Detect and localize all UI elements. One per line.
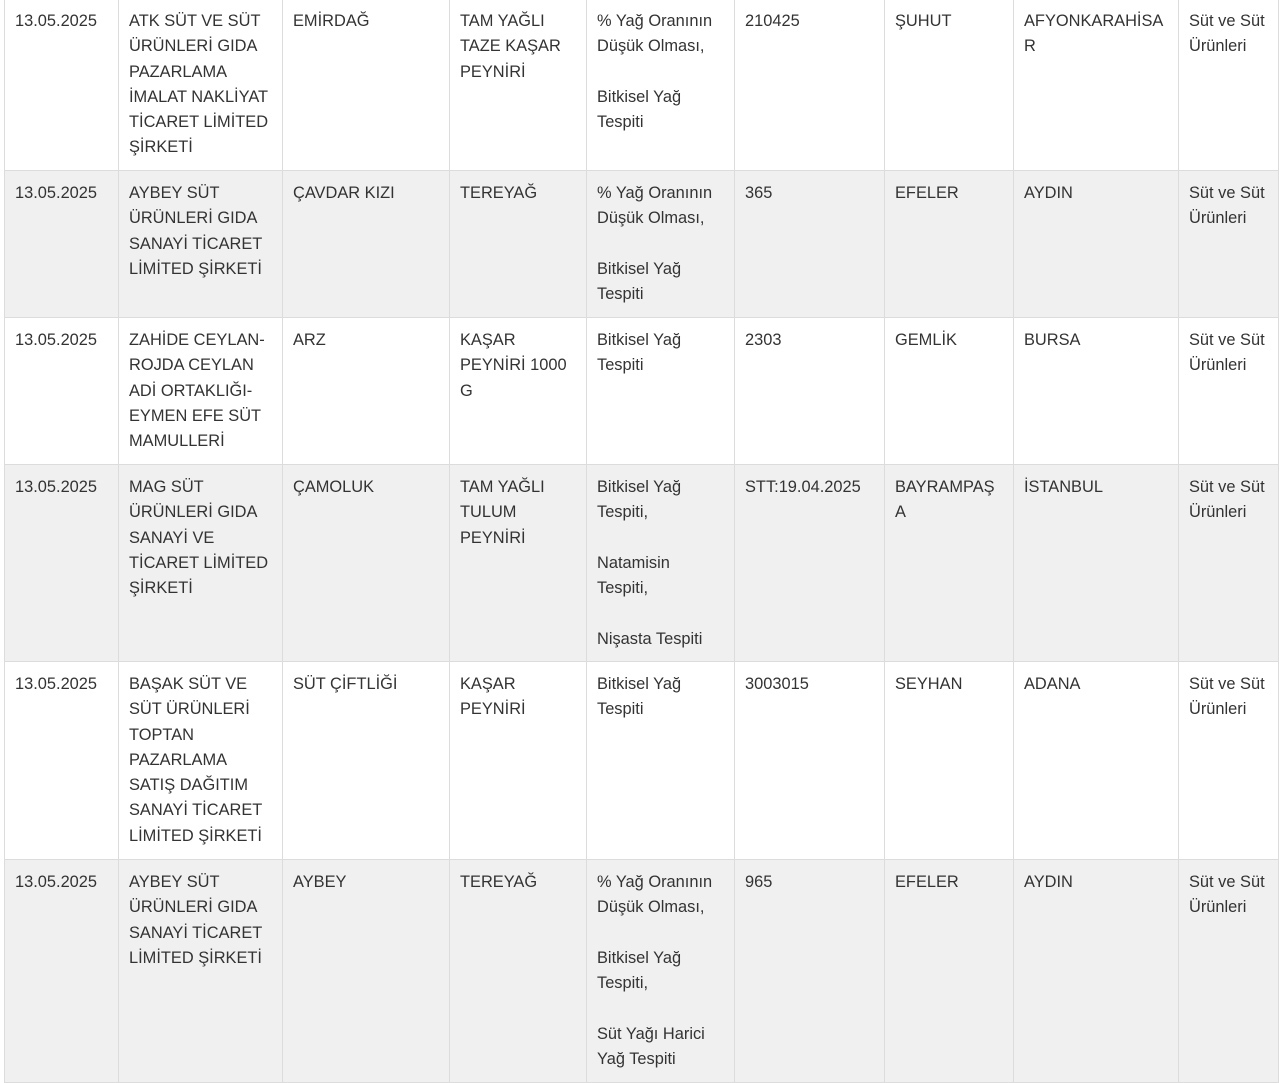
cell-line: PEYNİRİ bbox=[460, 62, 526, 81]
cell-line: TAM YAĞLI bbox=[460, 12, 545, 30]
cell-line: TİCARET LİMİTED bbox=[129, 113, 269, 132]
cell-line: TİCARET LİMİTED bbox=[129, 553, 269, 572]
cell-line: Ürünleri bbox=[1189, 898, 1247, 917]
lot-cell: 365 bbox=[735, 171, 885, 318]
district-cell: EFELER bbox=[885, 860, 1014, 1083]
district-cell: ŞUHUT bbox=[885, 0, 1014, 171]
cell-line: Bitkisel Yağ bbox=[597, 87, 682, 106]
cell-line: AYBEY bbox=[293, 873, 347, 891]
date-cell: 13.05.2025 bbox=[5, 171, 119, 318]
paragraph-gap bbox=[597, 601, 725, 626]
cell-line: SANAYİ TİCARET bbox=[129, 234, 263, 253]
cell-line: PEYNİRİ bbox=[460, 700, 526, 719]
cell-line: Düşük Olması, bbox=[597, 209, 705, 228]
date-cell: 13.05.2025 bbox=[5, 465, 119, 662]
cell-line: Bitkisel Yağ bbox=[597, 478, 682, 496]
group-cell bbox=[1179, 0, 1279, 171]
company-cell bbox=[119, 465, 283, 662]
cell-line: KAŞAR bbox=[460, 675, 516, 693]
issue-cell bbox=[587, 171, 735, 318]
cell-line: Ürünleri bbox=[1189, 37, 1247, 56]
cell-line: TEREYAĞ bbox=[460, 184, 538, 202]
cell-line: SANAYİ VE bbox=[129, 528, 215, 547]
cell-line: Süt Yağı Harici bbox=[597, 1024, 705, 1043]
cell-line: TEREYAĞ bbox=[460, 873, 538, 891]
issue-cell bbox=[587, 318, 735, 465]
cell-line: SANAYİ TİCARET bbox=[129, 801, 263, 820]
cell-line: ADİ ORTAKLIĞI- bbox=[129, 381, 253, 400]
province-cell: AYDIN bbox=[1014, 171, 1179, 318]
district-cell: BAYRAMPAŞA bbox=[885, 465, 1014, 662]
paragraph-gap bbox=[597, 60, 725, 85]
lot-cell: 2303 bbox=[735, 318, 885, 465]
cell-line: SANAYİ TİCARET bbox=[129, 923, 263, 942]
cell-line: Düşük Olması, bbox=[597, 898, 705, 917]
cell-line: ÜRÜNLERİ GIDA bbox=[129, 898, 258, 917]
cell-line: ROJDA CEYLAN bbox=[129, 356, 254, 375]
brand-cell bbox=[283, 662, 450, 860]
company-cell bbox=[119, 171, 283, 318]
cell-line: Düşük Olması, bbox=[597, 37, 705, 56]
cell-line: Tespiti bbox=[597, 700, 644, 719]
cell-line: Tespiti bbox=[597, 285, 644, 304]
group-cell bbox=[1179, 662, 1279, 860]
province-cell: İSTANBUL bbox=[1014, 465, 1179, 662]
table-row bbox=[5, 171, 1279, 318]
cell-line: Yağ Tespiti bbox=[597, 1050, 676, 1069]
paragraph-gap bbox=[597, 996, 725, 1021]
cell-line: ARZ bbox=[293, 331, 326, 349]
lot-cell: STT:19.04.2025 bbox=[735, 465, 885, 662]
cell-line: Tespiti, bbox=[597, 503, 649, 522]
cell-line: TOPTAN bbox=[129, 725, 194, 744]
lot-cell: 965 bbox=[735, 860, 885, 1083]
cell-line: LİMİTED ŞİRKETİ bbox=[129, 948, 262, 967]
cell-line: Ürünleri bbox=[1189, 700, 1247, 719]
table-body bbox=[5, 0, 1279, 1083]
issue-cell bbox=[587, 0, 735, 171]
date-cell: 13.05.2025 bbox=[5, 860, 119, 1083]
cell-line: MAMULLERİ bbox=[129, 432, 225, 451]
cell-line: EMİRDAĞ bbox=[293, 12, 370, 30]
cell-line: ZAHİDE CEYLAN- bbox=[129, 331, 265, 349]
cell-line: PEYNİRİ 1000 bbox=[460, 356, 567, 375]
brand-cell bbox=[283, 171, 450, 318]
cell-line: % Yağ Oranının bbox=[597, 873, 713, 891]
cell-line: SÜT ÜRÜNLERİ bbox=[129, 700, 250, 719]
cell-line: BAŞAK SÜT VE bbox=[129, 675, 248, 693]
issue-cell bbox=[587, 860, 735, 1083]
company-cell bbox=[119, 662, 283, 860]
cell-line: LİMİTED ŞİRKETİ bbox=[129, 259, 262, 278]
cell-line: Ürünleri bbox=[1189, 356, 1247, 375]
inspection-table bbox=[4, 0, 1279, 1083]
province-cell: AYDIN bbox=[1014, 860, 1179, 1083]
province-cell: BURSA bbox=[1014, 318, 1179, 465]
cell-line: Natamisin bbox=[597, 553, 670, 572]
group-cell bbox=[1179, 171, 1279, 318]
cell-line: ÜRÜNLERİ GIDA bbox=[129, 209, 258, 228]
product-cell bbox=[450, 860, 587, 1083]
product-cell bbox=[450, 171, 587, 318]
cell-line: AYBEY SÜT bbox=[129, 184, 220, 202]
district-cell: EFELER bbox=[885, 171, 1014, 318]
product-cell bbox=[450, 465, 587, 662]
cell-line: TAZE KAŞAR bbox=[460, 37, 561, 56]
cell-line: Bitkisel Yağ bbox=[597, 948, 682, 967]
cell-line: ÇAMOLUK bbox=[293, 478, 375, 496]
cell-line: Tespiti bbox=[597, 113, 644, 132]
cell-line: G bbox=[460, 381, 473, 400]
cell-line: Bitkisel Yağ bbox=[597, 331, 682, 349]
cell-line: ÇAVDAR KIZI bbox=[293, 184, 395, 202]
cell-line: AYBEY SÜT bbox=[129, 873, 220, 891]
cell-line: TAM YAĞLI bbox=[460, 478, 545, 496]
cell-line: Süt ve Süt bbox=[1189, 478, 1265, 496]
cell-line: Tespiti, bbox=[597, 579, 649, 598]
paragraph-gap bbox=[597, 526, 725, 551]
cell-line: Bitkisel Yağ bbox=[597, 675, 682, 693]
cell-line: ŞİRKETİ bbox=[129, 579, 193, 598]
cell-line: MAG SÜT bbox=[129, 478, 204, 496]
cell-line: Tespiti, bbox=[597, 974, 649, 993]
issue-cell bbox=[587, 465, 735, 662]
brand-cell bbox=[283, 318, 450, 465]
cell-line: Ürünleri bbox=[1189, 503, 1247, 522]
cell-line: % Yağ Oranının bbox=[597, 184, 713, 202]
group-cell bbox=[1179, 860, 1279, 1083]
district-cell: GEMLİK bbox=[885, 318, 1014, 465]
province-cell: AFYONKARAHİSAR bbox=[1014, 0, 1179, 171]
cell-line: Süt ve Süt bbox=[1189, 184, 1265, 202]
cell-line: Süt ve Süt bbox=[1189, 12, 1265, 30]
product-cell bbox=[450, 662, 587, 860]
cell-line: EYMEN EFE SÜT bbox=[129, 406, 262, 425]
group-cell bbox=[1179, 465, 1279, 662]
company-cell bbox=[119, 318, 283, 465]
cell-line: PEYNİRİ bbox=[460, 528, 526, 547]
cell-line: % Yağ Oranının bbox=[597, 12, 713, 30]
cell-line: Bitkisel Yağ bbox=[597, 259, 682, 278]
date-cell: 13.05.2025 bbox=[5, 662, 119, 860]
table-row bbox=[5, 465, 1279, 662]
cell-line: Süt ve Süt bbox=[1189, 675, 1265, 693]
product-cell bbox=[450, 0, 587, 171]
cell-line: ÜRÜNLERİ GIDA bbox=[129, 503, 258, 522]
table-row bbox=[5, 0, 1279, 171]
date-cell: 13.05.2025 bbox=[5, 318, 119, 465]
cell-line: SÜT ÇİFTLİĞİ bbox=[293, 675, 398, 693]
company-cell bbox=[119, 0, 283, 171]
cell-line: KAŞAR bbox=[460, 331, 516, 349]
lot-cell: 3003015 bbox=[735, 662, 885, 860]
brand-cell bbox=[283, 0, 450, 171]
table-row bbox=[5, 318, 1279, 465]
product-cell bbox=[450, 318, 587, 465]
group-cell bbox=[1179, 318, 1279, 465]
district-cell: SEYHAN bbox=[885, 662, 1014, 860]
company-cell bbox=[119, 860, 283, 1083]
issue-cell bbox=[587, 662, 735, 860]
cell-line: ÜRÜNLERİ GIDA bbox=[129, 37, 258, 56]
cell-line: TULUM bbox=[460, 503, 517, 522]
cell-line: Nişasta Tespiti bbox=[597, 629, 703, 648]
cell-line: ATK SÜT VE SÜT bbox=[129, 12, 261, 30]
paragraph-gap bbox=[597, 921, 725, 946]
cell-line: Süt ve Süt bbox=[1189, 873, 1265, 891]
cell-line: PAZARLAMA bbox=[129, 750, 228, 769]
cell-line: PAZARLAMA bbox=[129, 62, 228, 81]
cell-line: SATIŞ DAĞITIM bbox=[129, 776, 248, 795]
date-cell: 13.05.2025 bbox=[5, 0, 119, 171]
cell-line: İMALAT NAKLİYAT bbox=[129, 87, 269, 106]
cell-line: Tespiti bbox=[597, 356, 644, 375]
paragraph-gap bbox=[597, 232, 725, 257]
province-cell: ADANA bbox=[1014, 662, 1179, 860]
cell-line: Süt ve Süt bbox=[1189, 331, 1265, 349]
table-row bbox=[5, 662, 1279, 860]
lot-cell: 210425 bbox=[735, 0, 885, 171]
table-row bbox=[5, 860, 1279, 1083]
brand-cell bbox=[283, 860, 450, 1083]
cell-line: LİMİTED ŞİRKETİ bbox=[129, 826, 262, 845]
cell-line: ŞİRKETİ bbox=[129, 138, 193, 157]
brand-cell bbox=[283, 465, 450, 662]
cell-line: Ürünleri bbox=[1189, 209, 1247, 228]
